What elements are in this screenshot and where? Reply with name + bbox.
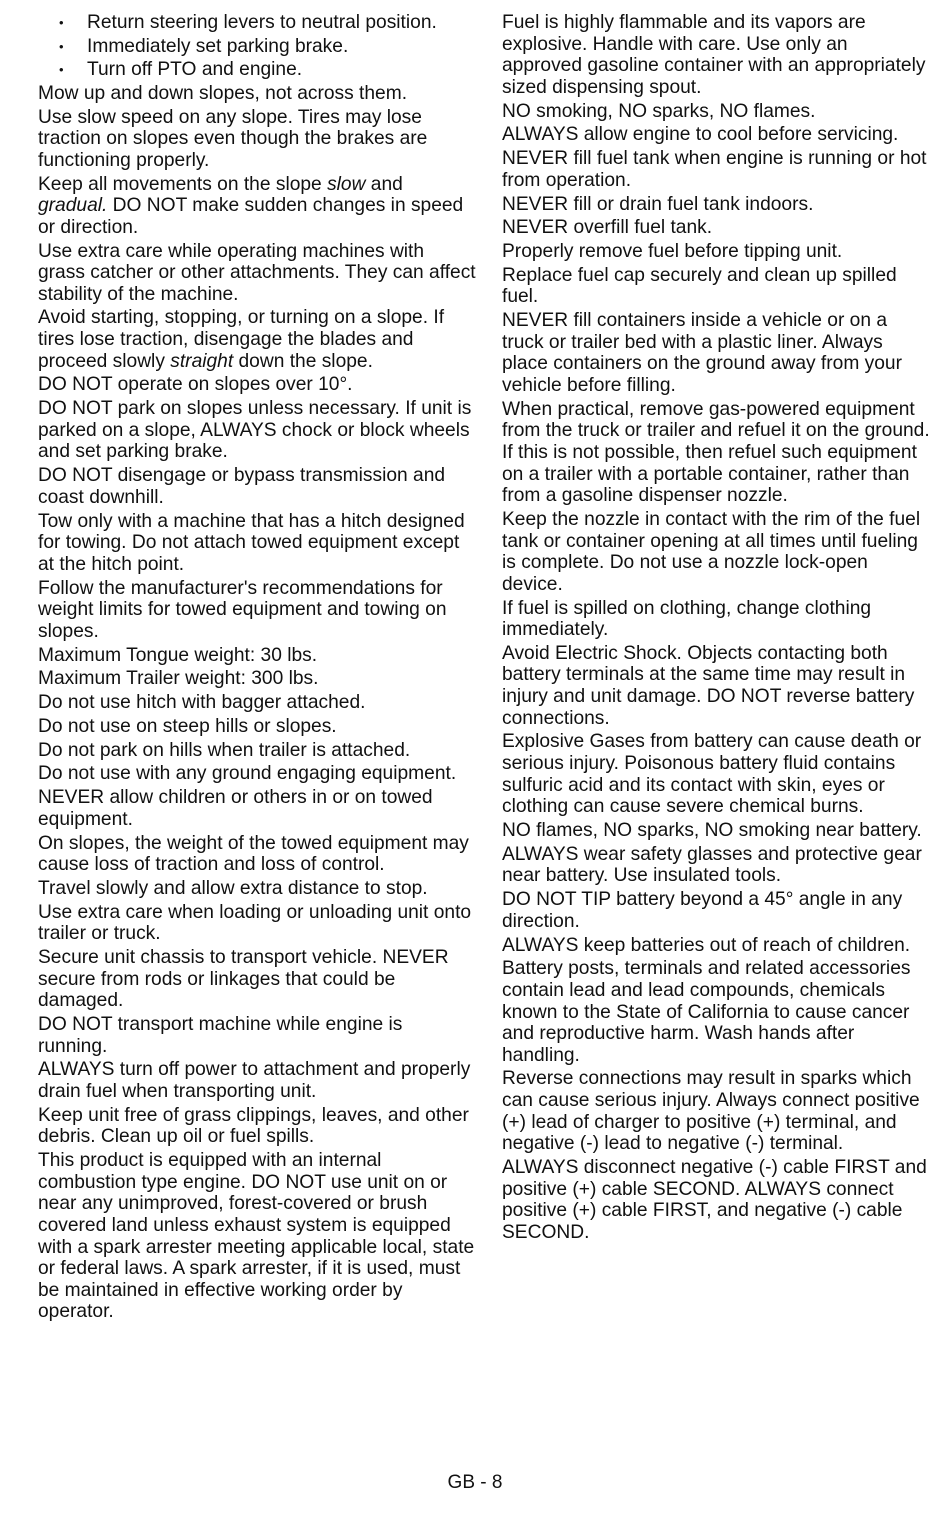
right-column — [502, 12, 932, 1246]
paragraph: DO NOT park on slopes unless necessary. If unit is parked on a slope, ALWAYS chock or block wheels and set parking brake. — [38, 398, 472, 463]
text-run: Avoid starting, stopping, or turning on a slope. If tires lose traction, disengage the blades and proceed slowly — [38, 307, 445, 372]
paragraph: Keep unit free of grass clippings, leaves, and other debris. Clean up oil or fuel spills. — [38, 1104, 469, 1148]
paragraph: Use extra care when loading or unloading unit onto trailer or truck. — [38, 901, 472, 945]
paragraph: Follow the manufacturer's recommendations for weight limits for towed equipment and towing on slopes. — [38, 577, 447, 642]
paragraph: This product is equipped with an internal combustion type engine. DO NOT use unit on or near any unimproved, forest-covered or brush covered land unless exhaust system is equipped with a spark arrester meeting applicable local, state or federal laws. A spark arrester, if it is used, must be maintained in effective working order by operator. — [38, 1150, 475, 1323]
paragraph: NEVER overfill fuel tank. — [502, 217, 713, 239]
emphasis-text: straight — [170, 350, 234, 372]
text-run: DO NOT make sudden changes in speed or direction. — [38, 195, 464, 238]
text-run: down the slope. — [233, 350, 373, 372]
paragraph: Mow up and down slopes, not across them. — [38, 82, 408, 104]
paragraph: Replace fuel cap securely and clean up spilled fuel. — [502, 264, 897, 308]
paragraph: On slopes, the weight of the towed equipment may cause loss of traction and loss of control. — [38, 832, 469, 876]
list-item: • Return steering levers to neutral position. — [38, 12, 476, 34]
page-number: GB - 8 — [447, 1472, 503, 1493]
list-item: • Turn off PTO and engine. — [38, 59, 476, 81]
paragraph — [38, 174, 476, 239]
paragraph: Do not park on hills when trailer is attached. — [38, 739, 411, 761]
paragraph: NEVER fill fuel tank when engine is running or hot from operation. — [502, 148, 927, 191]
paragraph: Fuel is highly flammable and its vapors are explosive. Handle with care. Use only an approved gasoline container with an appropriately sized dispensing spout. — [502, 12, 926, 98]
paragraph: DO NOT operate on slopes over 10°. — [38, 374, 353, 396]
paragraph: ALWAYS keep batteries out of reach of children. — [502, 934, 911, 956]
stop-procedure-list — [38, 12, 476, 81]
paragraph: When practical, remove gas-powered equipment from the truck or trailer and refuel it on the ground. If this is not possible, then refuel such equipment on a trailer with a portable container, rather than from a gasoline dispenser nozzle. — [502, 398, 930, 507]
paragraph: Avoid Electric Shock. Objects contacting both battery terminals at the same time may result in injury and unit damage. DO NOT reverse battery connections. — [502, 642, 915, 729]
paragraph: NEVER fill or drain fuel tank indoors. — [502, 193, 814, 215]
paragraph: Do not use with any ground engaging equipment. — [38, 763, 457, 785]
paragraph: DO NOT TIP battery beyond a 45° angle in any direction. — [502, 889, 903, 932]
paragraph: Keep the nozzle in contact with the rim of the fuel tank or container opening at all times until fueling is complete. Do not use a nozzle lock-open device. — [502, 508, 921, 595]
paragraph — [38, 307, 476, 372]
paragraph: Properly remove fuel before tipping unit. — [502, 241, 843, 263]
paragraph: NEVER fill containers inside a vehicle or on a truck or trailer bed with a plastic liner. Always place containers on the ground away from your vehicle before filling. — [502, 310, 902, 396]
paragraph: Secure unit chassis to transport vehicle. NEVER secure from rods or linkages that could be damaged. — [38, 947, 449, 1012]
paragraph: Do not use hitch with bagger attached. — [38, 692, 366, 714]
paragraph: DO NOT transport machine while engine is running. — [38, 1014, 403, 1057]
paragraph: ALWAYS disconnect negative (-) cable FIRST and positive (+) cable SECOND. ALWAYS connect positive (+) cable FIRST, and negative (-) cable SECOND. — [502, 1157, 927, 1243]
paragraph: Battery posts, terminals and related accessories contain lead and lead compounds, chemicals known to the State of California to cause cancer and reproductive harm. Wash hands after handling. — [502, 958, 911, 1066]
emphasis-text: slow — [327, 173, 366, 195]
emphasis-text: gradual. — [38, 195, 108, 217]
paragraph: Reverse connections may result in sparks which can cause serious injury. Always connect positive (+) lead of charger to positive (+) terminal, and negative (-) lead to negative (-) terminal. — [502, 1068, 920, 1155]
paragraph: Do not use on steep hills or slopes. — [38, 715, 337, 737]
paragraph: ALWAYS allow engine to cool before servicing. — [502, 124, 899, 146]
paragraph: NO flames, NO sparks, NO smoking near battery. — [502, 820, 922, 841]
paragraph: NO smoking, NO sparks, NO flames. — [502, 100, 816, 122]
text-run: and — [365, 173, 403, 195]
paragraph: If fuel is spilled on clothing, change clothing immediately. — [502, 597, 872, 641]
text-run: Keep all movements on the slope — [38, 173, 328, 195]
paragraph: Maximum Trailer weight: 300 lbs. — [38, 668, 319, 690]
paragraph: Tow only with a machine that has a hitch designed for towing. Do not attach towed equipment except at the hitch point. — [38, 510, 465, 575]
paragraph: Travel slowly and allow extra distance to stop. — [38, 877, 428, 899]
paragraph: NEVER allow children or others in or on towed equipment. — [38, 787, 433, 830]
paragraph: DO NOT disengage or bypass transmission and coast downhill. — [38, 465, 446, 508]
paragraph: ALWAYS turn off power to attachment and properly drain fuel when transporting unit. — [38, 1059, 471, 1103]
paragraph: Use extra care while operating machines with grass catcher or other attachments. They can affect stability of the machine. — [38, 240, 476, 305]
left-column — [38, 12, 476, 1325]
paragraph: Explosive Gases from battery can cause death or serious injury. Poisonous battery fluid contains sulfuric acid and its contact with skin, eyes or clothing can cause severe chemical burns. — [502, 731, 922, 818]
paragraph: ALWAYS wear safety glasses and protective gear near battery. Use insulated tools. — [502, 843, 922, 887]
list-item: • Immediately set parking brake. — [38, 36, 476, 58]
paragraph: Maximum Tongue weight: 30 lbs. — [38, 644, 318, 666]
paragraph: Use slow speed on any slope. Tires may lose traction on slopes even though the brakes are functioning properly. — [38, 106, 428, 171]
